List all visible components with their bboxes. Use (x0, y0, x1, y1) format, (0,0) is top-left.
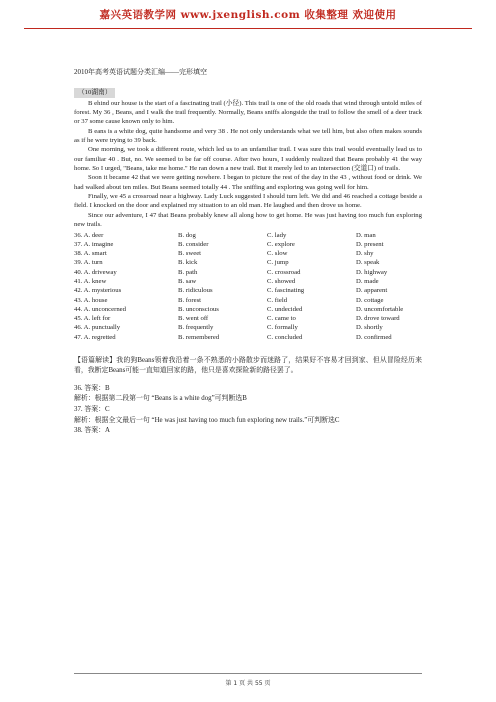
option-b: B. went off (178, 315, 209, 323)
option-row (74, 249, 422, 258)
document-title: 2010年高考英语试题分类汇编——完形填空 (74, 68, 207, 76)
option-d: D. speak (356, 259, 380, 267)
option-a: 42. A. mysterious (74, 287, 122, 295)
option-c: C. jump (267, 259, 289, 267)
passage-paragraph-1: B ehind our house is the start of a fascinating trail (小径). This trail is one of the old roads that wind through untold miles of forest. My 36 , Beans, and I walk the trail frequently. Normally, Beans sniffs alongside the trail to follow the smell of a deer track or 37 some cause known only to him. (74, 99, 422, 126)
option-d: D. man (356, 231, 376, 239)
option-a: 36. A. deer (74, 231, 104, 239)
option-a: 40. A. driveway (74, 268, 117, 276)
option-a: 37. A. imagine (74, 240, 114, 248)
option-c: C. came to (267, 315, 296, 323)
option-row (74, 333, 422, 342)
option-row (74, 323, 422, 332)
option-c: C. fascinating (267, 287, 305, 295)
option-c: C. lady (267, 231, 287, 239)
option-row (74, 231, 422, 240)
passage-paragraph-3: One morning, we took a different route, which led us to an unfamiliar trail. I was sure this trail would eventually lead us to our familiar 40 . But, no. We seemed to be far off course. After two hours, I suddenly realized that Beans probably 41 the way home. So I urged, "Beans, take me home." He ran down a new trail. But it merely led to an intersection (交道口) of trails. (74, 146, 422, 173)
passage-paragraph-4: Soon it became 42 that we were getting nowhere. I began to picture the rest of the day in the 43 , without food or drink. We had walked about ten miles. But Beans seemed totally 44 . The sniffing and exploring was going well for him. (74, 174, 422, 191)
option-b: B. unconscious (178, 305, 219, 313)
option-a: 46. A. punctually (74, 324, 121, 332)
answer-line: 38. 答案：A (74, 427, 110, 435)
answer-options-table (74, 231, 422, 343)
option-c: C. showed (267, 277, 296, 285)
option-a: 38. A. smart (74, 250, 107, 258)
option-d: D. drove toward (356, 315, 400, 323)
option-row (74, 268, 422, 277)
option-a: 39. A. turn (74, 259, 103, 267)
option-b: B. kick (178, 259, 198, 267)
option-b: B. frequently (178, 324, 214, 332)
footer-rule (74, 673, 422, 674)
explanation-line: 解析：根据全文最后一句 “He was just having too much fun exploring new trails.”可判断选C (74, 416, 340, 424)
passage-paragraph-5: Finally, we 45 a crossroad near a highway. Lady Luck suggested I should turn left. We did and 46 reached a cottage beside a field. I knocked on the door and explained my situation to an old man. He laughed and then drove us home. (74, 193, 422, 210)
header-rule (24, 28, 472, 29)
option-b: B. sweet (178, 250, 202, 258)
option-c: C. slow (267, 250, 288, 258)
option-row (74, 240, 422, 249)
option-c: C. undecided (267, 305, 303, 313)
option-b: B. consider (178, 240, 209, 248)
option-b: B. forest (178, 296, 202, 304)
option-c: C. crossroad (267, 268, 301, 276)
document-body (74, 68, 422, 437)
option-d: D. confirmed (356, 333, 392, 341)
passage-paragraph-6: Since our adventure, I 47 that Beans probably knew all along how to get home. He was just having too much fun exploring new trails. (74, 211, 422, 229)
option-a: 41. A. knew (74, 277, 107, 285)
option-c: C. concluded (267, 333, 303, 341)
option-d: D. present (356, 240, 384, 248)
passage-paragraph-2: B eans is a white dog, quite handsome and very 38 . He not only understands what we tell him, but also often makes sounds as if he were trying to 39 back. (74, 127, 422, 145)
option-row (74, 277, 422, 286)
option-c: C. formally (267, 324, 298, 332)
option-c: C. explore (267, 240, 295, 248)
option-d: D. shortly (356, 324, 383, 332)
passage-summary: 【语篇解读】我的狗Beans领着我沿着一条不熟悉的小路散步而迷路了，结果好不容易才回到家、但从冒险经历来看，我断定Beans可能一直知道回家的路，他只是喜欢探险新的路径罢了。 (74, 357, 422, 375)
option-d: D. highway (356, 268, 388, 276)
option-b: B. saw (178, 277, 197, 285)
option-b: B. dog (178, 231, 196, 239)
answer-line: 37. 答案：C (74, 405, 110, 413)
option-row (74, 314, 422, 323)
option-row (74, 305, 422, 314)
option-d: D. shy (356, 250, 374, 258)
option-d: D. uncomfortable (356, 305, 404, 313)
answer-line: 36. 答案：B (74, 384, 110, 392)
option-row (74, 258, 422, 267)
section-tag: （10湖南） (74, 88, 115, 97)
option-a: 47. A. regretted (74, 333, 116, 341)
explanation-line: 解析：根据第二段第一句 “Beans is a white dog”可判断选B (74, 395, 247, 403)
option-c: C. field (267, 296, 288, 304)
option-row (74, 286, 422, 295)
option-a: 45. A. left for (74, 315, 111, 323)
option-d: D. apparent (356, 287, 388, 295)
page-footer: 第 1 页 共 55 页 (225, 680, 271, 687)
option-row (74, 296, 422, 305)
option-a: 43. A. house (74, 296, 108, 304)
option-b: B. remembered (178, 333, 220, 341)
option-a: 44. A. unconcerned (74, 305, 126, 313)
site-header: 嘉兴英语教学网 www.jxenglish.com 收集整理 欢迎使用 (99, 9, 397, 21)
option-b: B. path (178, 268, 198, 276)
option-d: D. made (356, 277, 379, 285)
option-d: D. cottage (356, 296, 384, 304)
option-b: B. ridiculous (178, 287, 213, 295)
